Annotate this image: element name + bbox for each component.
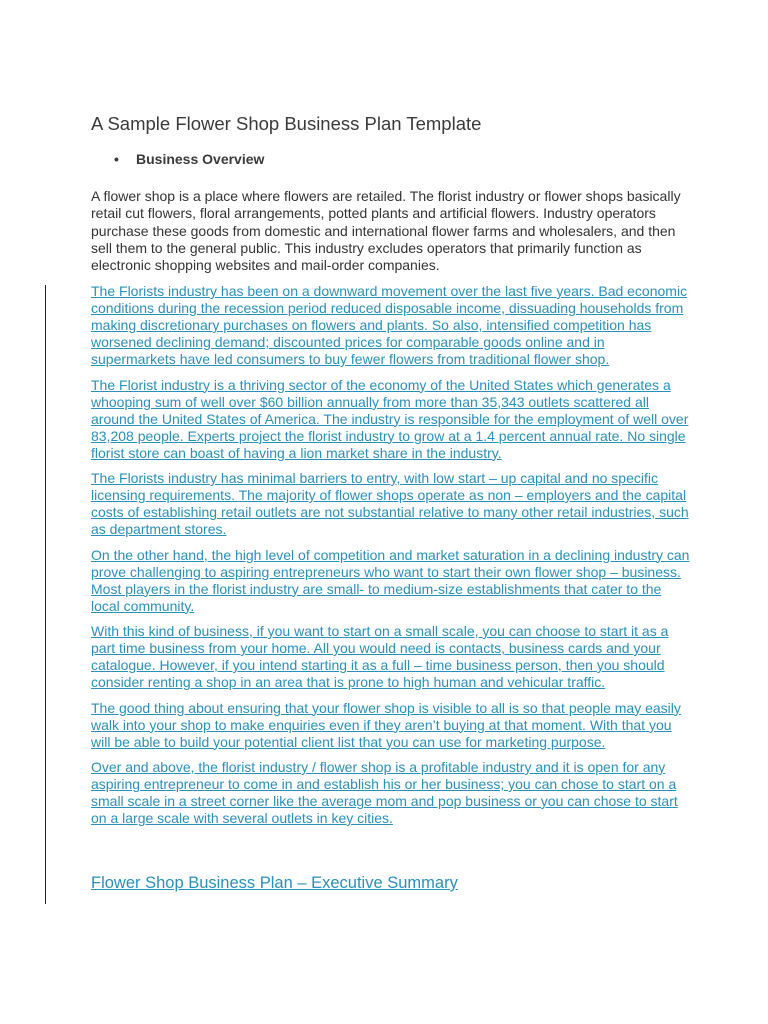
linked-paragraph-6[interactable]: The good thing about ensuring that your flower shop is visible to all is so that people may easily walk into your shop to make enquiries even if they aren’t buying at that moment. With that you will be able to build your potential client list that you can use for marketing purpose. [91,699,681,750]
bullet-icon: • [114,151,119,167]
linked-paragraph-5[interactable]: With this kind of business, if you want to start on a small scale, you can choose to start it as a part time business from your home. All you would need is contacts, business cards and your catalogue. However, if you intend starting it as a full – time business person, then you should consider renting a shop in an area that is prone to high human and vehicular traffic. [91,623,669,690]
intro-paragraph: A flower shop is a place where flowers are retailed. The florist industry or flower shops basically retail cut flowers, floral arrangements, potted plants and artificial flowers. Industry operators purchase these goods from domestic and international flower farms and wholesalers, and then sell them to the general public. This industry excludes operators that primarily function as electronic shopping websites and mail-order companies. [91,188,681,274]
linked-paragraph-3[interactable]: The Florists industry has minimal barriers to entry, with low start – up capital and no specific licensing requirements. The majority of flower shops operate as non – employers and the capital costs of establishing retail outlets are not substantial relative to many other retail industries, such as department stores. [91,470,689,537]
document-title: A Sample Flower Shop Business Plan Template [91,113,482,134]
linked-paragraph-4[interactable]: On the other hand, the high level of competition and market saturation in a declining industry can prove challenging to aspiring entrepreneurs who want to start their own flower shop – business. Most players in the florist industry are small- to medium-size establishments that cater to the local community. [91,546,690,614]
business-overview-heading [114,151,264,167]
linked-paragraph-2[interactable]: The Florist industry is a thriving sector of the economy of the United States which generates a whooping sum of well over $60 billion annually from more than 35,343 outlets scattered all around the United States of America. The industry is responsible for the employment of well over 83,208 people. Experts project the florist industry to grow at a 1.4 percent annual rate. No single florist store can boast of having a lion market share in the industry. [91,376,689,461]
linked-paragraph-1[interactable]: The Florists industry has been on a downward movement over the last five years. Bad economic conditions during the recession period reduced disposable income, dissuading households from making discretionary purchases on flowers and plants. So also, intensified competition has worsened declining demand; discounted prices for comparable goods online and in supermarkets have led consumers to buy fewer flowers from traditional flower shop. [91,283,688,367]
executive-summary-link[interactable]: Flower Shop Business Plan – Executive Summary [91,874,458,892]
linked-paragraph-7[interactable]: Over and above, the florist industry / flower shop is a profitable industry and it is open for any aspiring entrepreneur to come in and establish his or her business; you can chose to start on a small scale in a street corner like the average mom and pop business or you can chose to start on a large scale with several outlets in key cities. [91,759,678,826]
business-overview-label: Business Overview [136,151,265,167]
revision-margin-bar [45,285,46,904]
linked-paragraphs [91,283,691,836]
